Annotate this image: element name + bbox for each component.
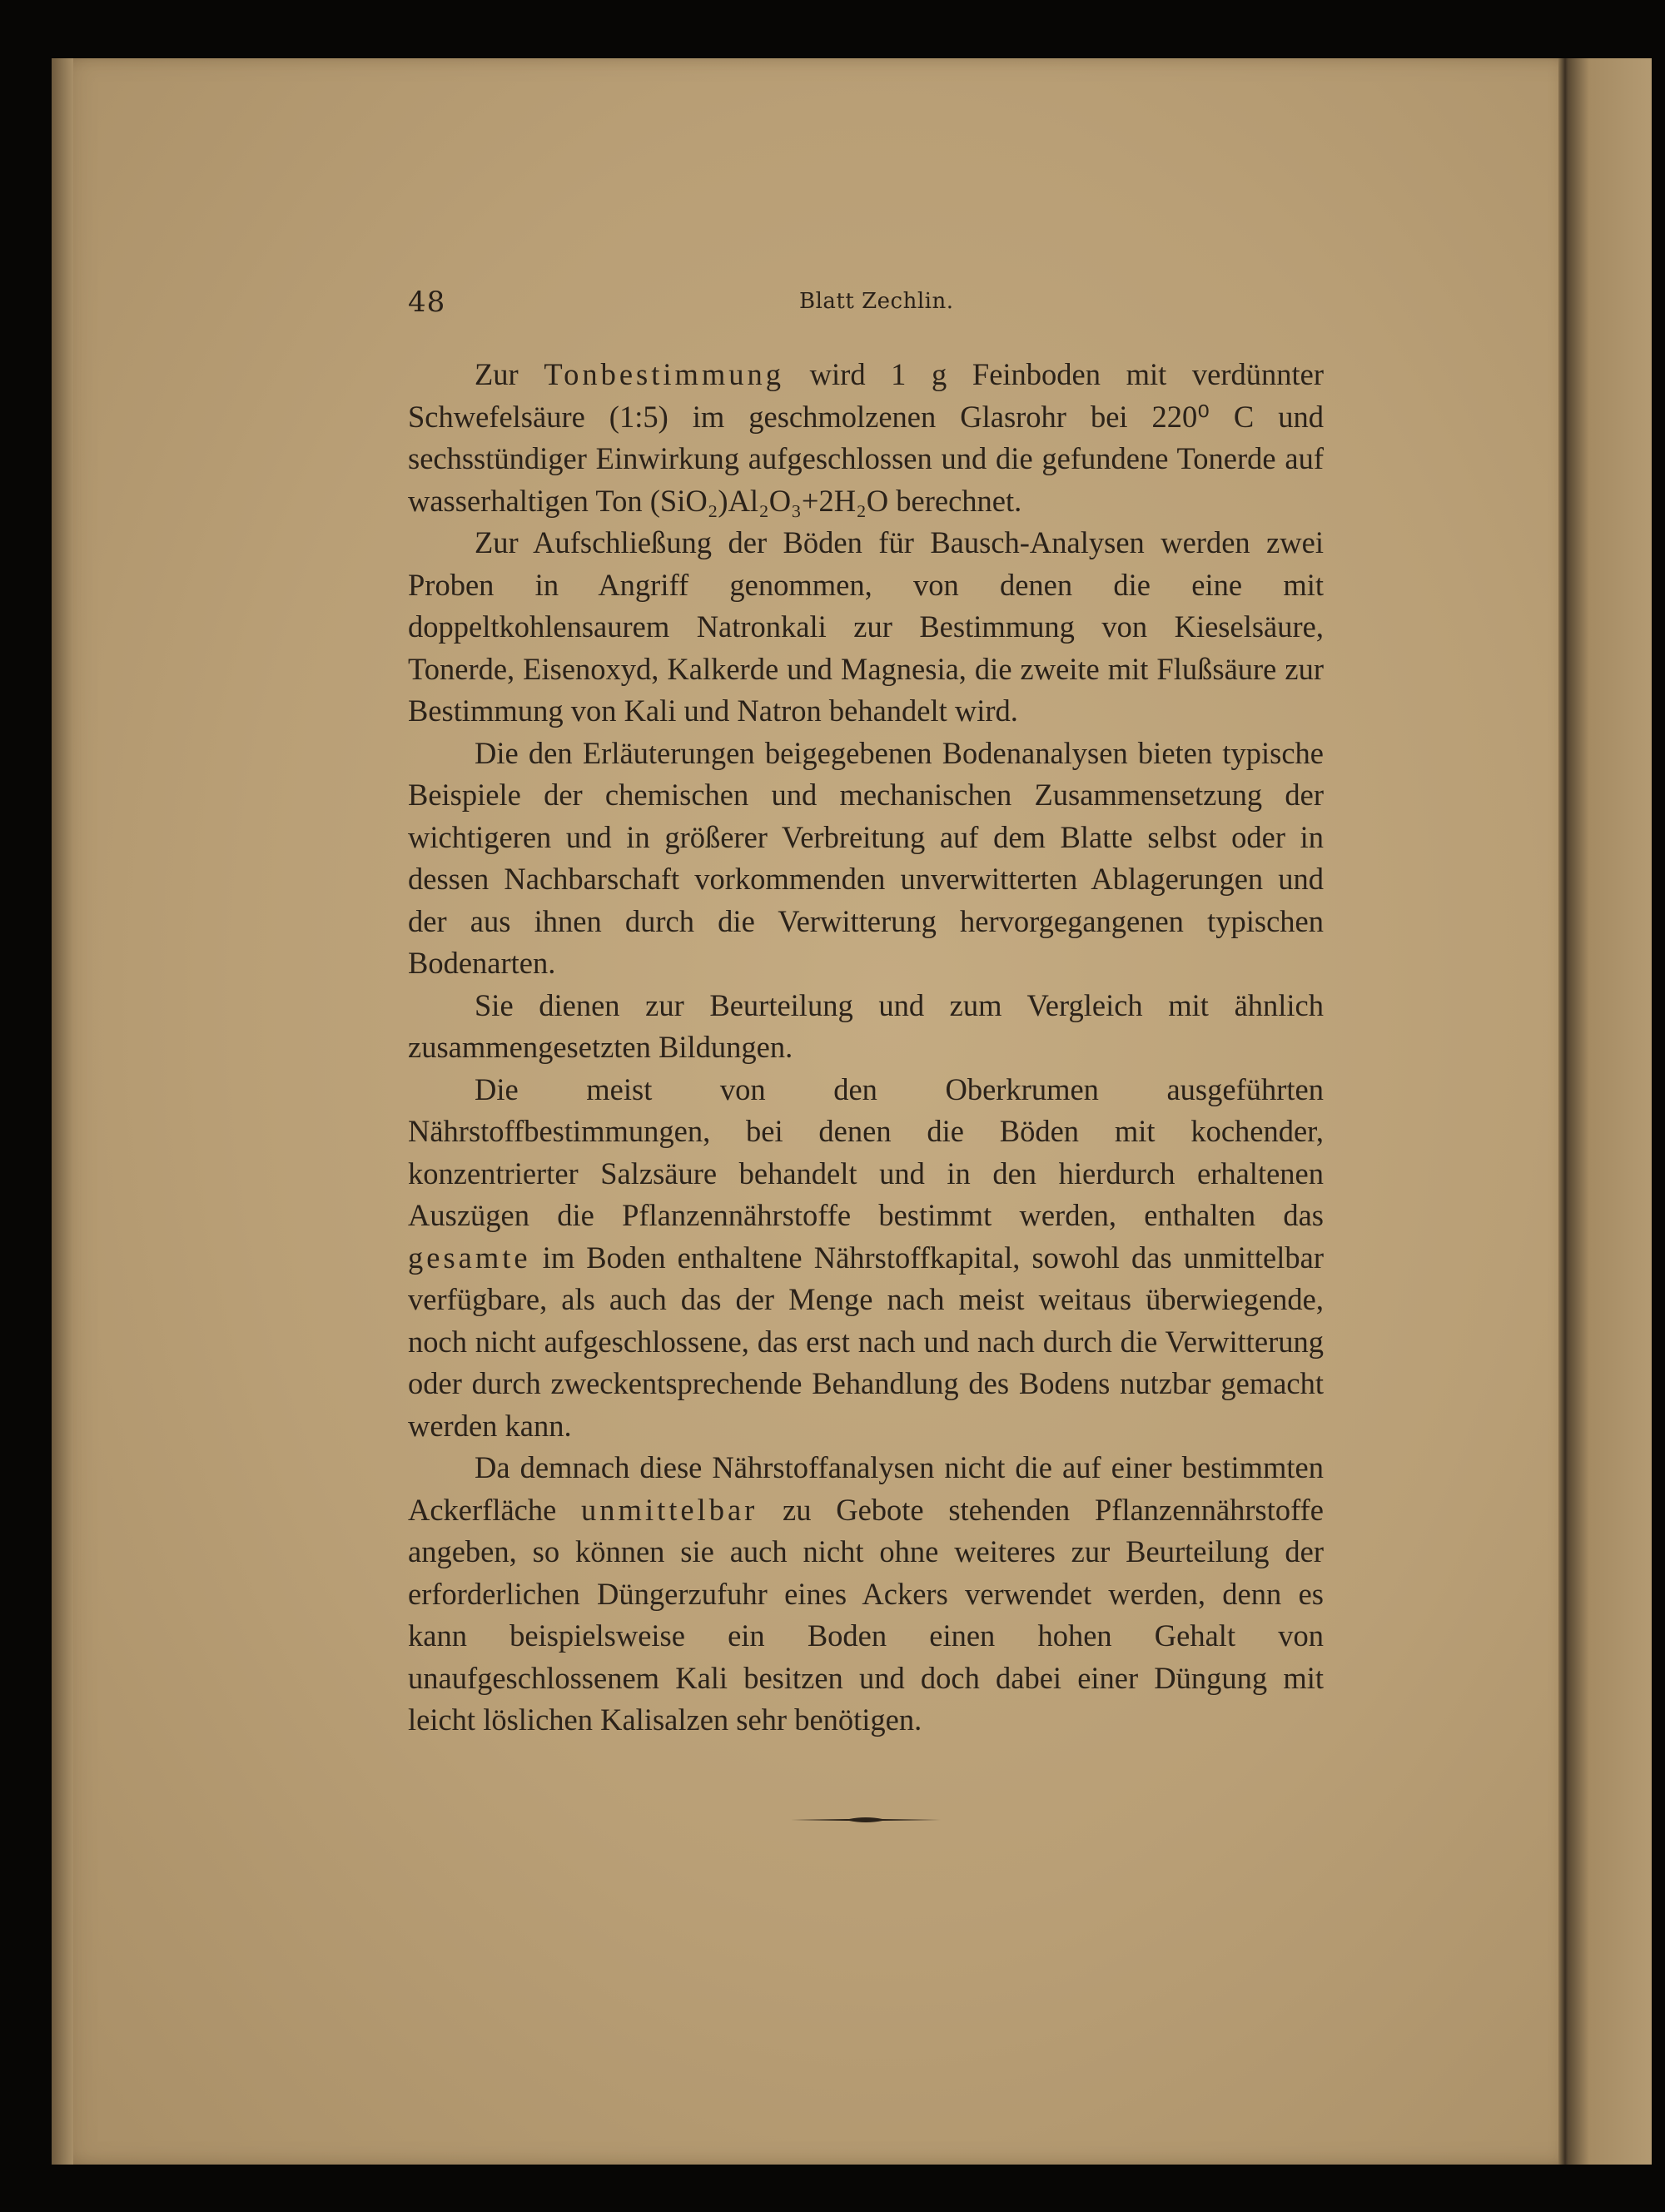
paragraph-text: Zur [475, 357, 544, 391]
emphasized-word: Tonbestimmung [544, 357, 785, 391]
paragraph-text: im Boden enthaltene Nährstoffkapital, sowohl das unmittelbar verfügbare, als auch das der Menge nach meist weitaus überwiegende, noch nicht aufgeschlossene, das erst nach und nach durch die Verwitterung oder durch zweckentsprechende Behandlung des Bodens nutzbar gemacht werden kann. [408, 1240, 1324, 1443]
body-text [408, 354, 1324, 1742]
emphasized-word: gesamte [408, 1240, 531, 1275]
paragraph-naehrstoffbestimmungen [408, 1069, 1324, 1448]
paragraph-text: zu Gebote stehenden Pflanzennährstoffe angeben, so können sie auch nicht ohne weiteres zur Beurteilung der erforderlichen Düngerzufuhr eines Ackers verwendet werden, denn es kann beispielsweise ein Boden einen hohen Gehalt von unaufgeschlossenem Kali besitzen und doch dabei einer Düngung mit leicht löslichen Kalisalzen sehr benötigen. [408, 1492, 1325, 1737]
page-left-edge [52, 58, 73, 2165]
page-number: 48 [408, 286, 446, 319]
paragraph-aufschliessung: Zur Aufschließung der Böden für Bausch-Analysen werden zwei Proben in Angriff genommen, von denen die eine mit doppeltkohlensaurem Natronkali zur Bestimmung von Kieselsäure, Tonerde, Eisenoxyd, Kalkerde und Magnesia, die zweite mit Flußsäure zur Bestimmung von Kali und Natron behandelt wird. [408, 525, 1324, 728]
end-ornament [791, 1815, 941, 1825]
running-title: Blatt Zechlin. [799, 289, 954, 314]
running-header [408, 286, 1332, 319]
paragraph-naehrstoffanalysen [408, 1447, 1324, 1742]
facing-page-edge [1568, 58, 1652, 2165]
emphasized-word: unmittelbar [581, 1492, 758, 1527]
paragraph-tonbestimmung [408, 354, 1324, 522]
paragraph-text: Da demnach diese Nährstoffanalysen nicht die auf einer bestimmten Ackerfläche [408, 1450, 1324, 1527]
paragraph-text: wird 1 g Feinboden mit verdünnter Schwefelsäure (1:5) im geschmolzenen Glasrohr bei 220⁰ C und sechsstündiger Einwirkung aufgeschlossen und die gefundene Tonerde auf wasserhaltigen Ton (SiO₂)Al₂O₃+2H₂O berechnet. [408, 357, 1324, 518]
paragraph-beurteilung: Sie dienen zur Beurteilung und zum Vergleich mit ähnlich zusammengesetzten Bildungen. [408, 987, 1324, 1064]
paragraph-text: Die meist von den Oberkrumen ausgeführten Nährstoffbestimmungen, bei denen die Böden mit kochender, konzentrierter Salzsäure behandelt und in den hierdurch erhaltenen Auszügen die Pflanzennährstoffe bestimmt werden, enthalten das [408, 1071, 1324, 1232]
paragraph-bodenanalysen: Die den Erläuterungen beigegebenen Bodenanalysen bieten typische Beispiele der chemischen und mechanischen Zusammensetzung der wichtigeren und in größerer Verbreitung auf dem Blatte selbst oder in dessen Nachbarschaft vorkommenden unverwitterten Ablagerungen und der aus ihnen durch die Verwitterung hervorgegangenen typischen Bodenarten. [408, 735, 1324, 980]
